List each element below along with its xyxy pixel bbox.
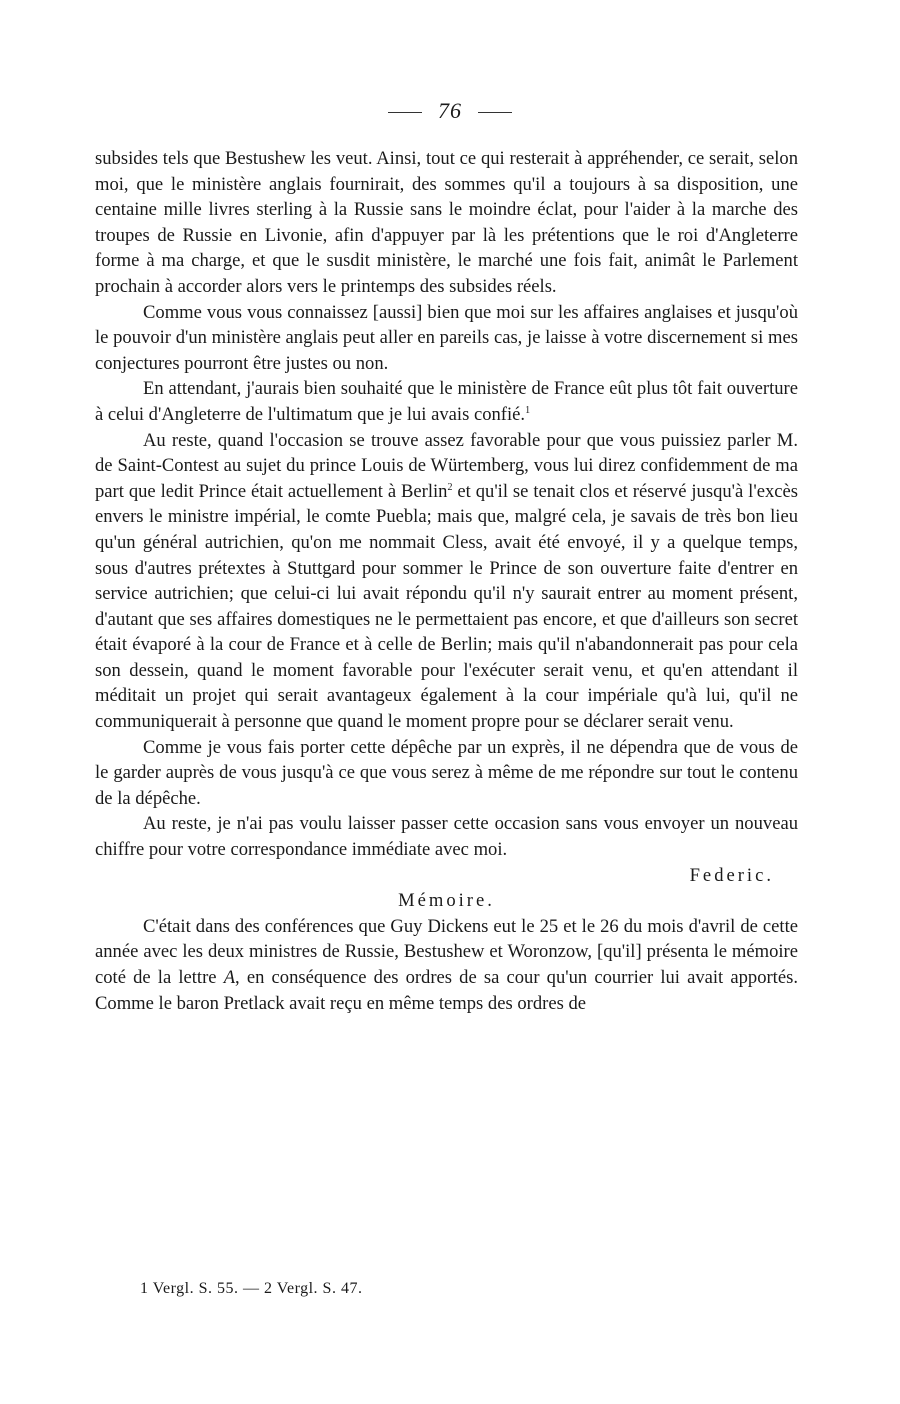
paragraph-text: et qu'il se tenait clos et réservé jusqu'à l'excès envers le ministre impérial, le comte Puebla; mais que, malgré cela, je savais de très bon lieu qu'un général autrichien, qu'on me nommait Cless, avait été envoyé, il y a quelque temps, sous d'autres prétextes à Stuttgard pour sommer le Prince de son ouverture faite d'entrer en service autrichien; que celui-ci lui avait répondu qu'il n'y saurait entrer au moment présent, d'autant que ses affaires domestiques ne le permettaient pas encore, et que d'ailleurs son secret était évaporé à la cour de France et à celle de Berlin; mais qu'il n'abandonnerait pas pour cela son dessein, quand le moment favorable pour l'exécuter serait venu, et qu'en attendant il méditait un projet qui serait avantageux également à la cour impériale qu'à lui, qu'il ne communiquerait à personne que quand le moment propre pour se déclarer serait venu.	[95, 480, 798, 733]
page-header	[0, 98, 900, 130]
paragraph	[95, 376, 798, 427]
paragraph: Comme vous vous connaissez [aussi] bien que moi sur les affaires anglaises et jusqu'où le pouvoir d'un ministère anglais peut aller en pareils cas, je laisse à votre discernement si mes conjectures pourront être justes ou non.	[95, 301, 798, 374]
paragraph	[95, 428, 798, 735]
letter-reference: A	[223, 967, 236, 988]
footnote-marker: 1	[525, 404, 531, 416]
paragraph-text: C'était dans des conférences que Guy Dickens eut le 25 et le 26 du mois d'avril de cette année avec les deux ministres de Russie, Bestushew et Woronzow, [qu'il] présenta le mémoire coté de la lettre	[95, 915, 798, 988]
paragraph: Comme je vous fais porter cette dépêche par un exprès, il ne dépendra que de vous de le garder auprès de vous jusqu'à ce que vous serez à même de me répondre sur tout le contenu de la dépêche.	[95, 736, 798, 809]
page-body	[95, 146, 798, 1016]
signature: Federic.	[689, 864, 774, 886]
paragraph-text: , en conséquence des ordres de sa cour qu'un courrier lui avait apportés. Comme le baron Pretlack avait reçu en même temps des ordres de	[95, 967, 798, 1014]
page-number: 76	[438, 98, 462, 123]
paragraph: subsides tels que Bestushew les veut. Ainsi, tout ce qui resterait à appréhender, ce serait, selon moi, que le ministère anglais fournirait, des sommes qu'il a toujours à sa disposition, une centaine mille livres sterling à la Russie sans le moindre éclat, pour l'aider à la marche des troupes de Russie en Livonie, afin d'appuyer par là les prétentions que le roi d'Angleterre forme à ma charge, et que le susdit ministère, le marché une fois fait, animât le Parlement prochain à accorder alors vers le printemps des subsides réels.	[95, 148, 798, 297]
header-rule-left	[388, 112, 422, 113]
footnote-marker: 2	[447, 481, 453, 493]
footnotes: 1 Vergl. S. 55. — 2 Vergl. S. 47.	[140, 1280, 363, 1297]
paragraph-text: En attendant, j'aurais bien souhaité que le ministère de France eût plus tôt fait ouverture à celui d'Angleterre de l'ultimatum que je lui avais confié.	[95, 378, 798, 425]
paragraph	[95, 914, 798, 1016]
section-title: Mémoire.	[398, 890, 495, 912]
paragraph-text: Au reste, quand l'occasion se trouve assez favorable pour que vous puissiez parler M. de Saint-Contest au sujet du prince Louis de Würtemberg, vous lui direz confidemment de ma part que ledit Prince était actuellement à Berlin	[95, 429, 798, 502]
header-rule-right	[478, 112, 512, 113]
paragraph: Au reste, je n'ai pas voulu laisser passer cette occasion sans vous envoyer un nouveau chiffre pour votre correspondance immédiate avec moi.	[95, 813, 798, 861]
